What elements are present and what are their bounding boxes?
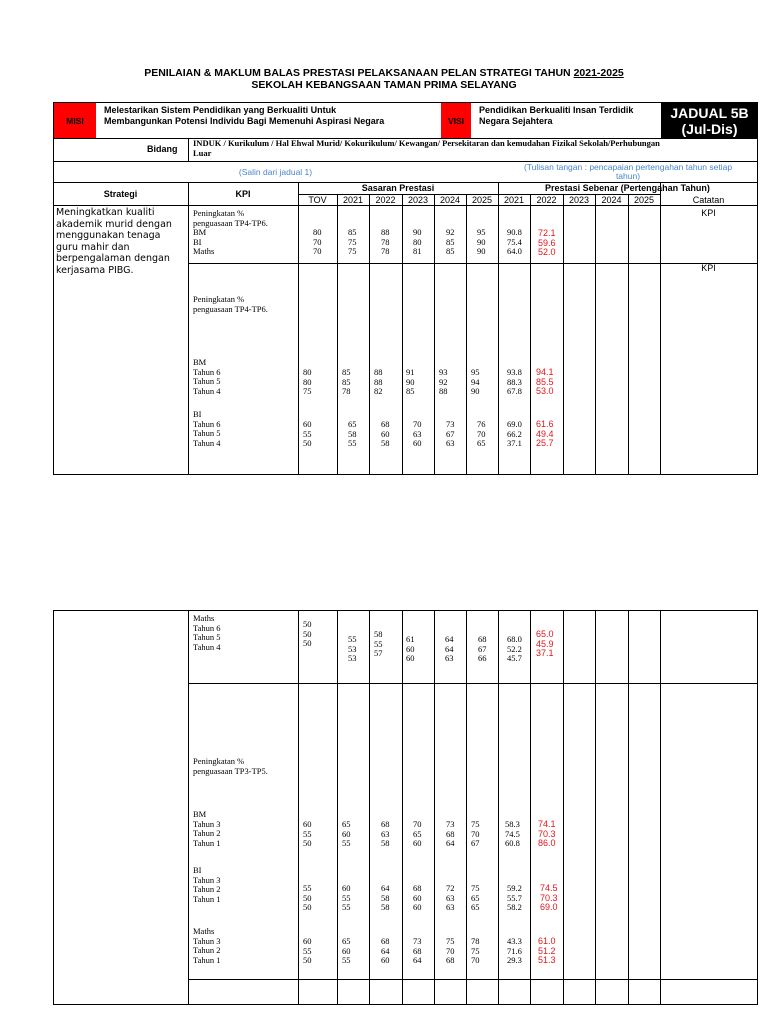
b4-bm-2021: 65 60 55 [342,819,351,848]
b2-bm-2025: 95 94 90 [471,367,480,396]
col-target-2024: 2024 [439,195,461,205]
b4-ma-2025: 78 75 70 [471,936,480,965]
misi-text-2: Membangunkan Potensi Individu Bagi Memenuhi Aspirasi Negara [104,116,385,126]
b4-ma-2022: 68 64 60 [381,936,390,965]
b4-bm-2025: 75 70 67 [471,819,480,848]
b2-bi-actual-2022: 61.6 49.4 25.7 [536,419,554,448]
kpi-block-2-bm: BM Tahun 6 Tahun 5 Tahun 4 [193,357,221,396]
b4-bm-2024: 73 68 64 [446,819,455,848]
b2-bi-2025: 76 70 65 [477,419,486,448]
bidang-label: Bidang [147,144,178,154]
b4-ma-2021: 65 60 55 [342,936,351,965]
col-strategi: Strategi [103,189,138,199]
b2-bm-2023: 91 90 85 [406,367,415,396]
b3-actual-2021: 68.0 52.2 45.7 [507,634,522,663]
kpi-block-2-head: Peningkatan % penguasaan TP4-TP6. [193,294,268,314]
col-actual-2023: 2023 [568,195,590,205]
col-sasaran: Sasaran Prestasi [361,183,435,193]
col-target-2023: 2023 [407,195,429,205]
b2-bm-2022: 88 88 82 [374,367,383,396]
b4-bi-actual-2022: 74.5 70.3 69.0 [540,883,558,912]
b4-bm-2023: 70 65 60 [413,819,422,848]
tulisan-note-1: (Tulisan tangan : pencapaian pertengahan tahun setiap [523,162,733,172]
bidang-text-1: INDUK / Kurikulum / Hal Ehwal Murid/ Kokurikulum/ Kewangan/ Persekitaran dan kemudahan Fizikal Sekolah/Perhubungan [193,138,660,148]
b2-bi-2021: 65 58 55 [348,419,357,448]
b1-2022: 88 78 78 [381,227,390,256]
b1-2025: 95 90 90 [477,227,486,256]
visi-text-1: Pendidikan Berkualiti Insan Terdidik [479,105,634,115]
b2-bm-actual-2022: 94.1 85.5 53.0 [536,367,554,396]
b4-ma-actual-2022: 61.0 51.2 51.3 [538,936,556,965]
salin-note: (Salin dari jadual 1) [238,167,313,177]
visi-text-2: Negara Sejahtera [479,116,553,126]
b2-bm-2024: 93 92 88 [439,367,448,396]
kpi-block-1: Peningkatan % penguasaan TP4-TP6. BM BI Maths [193,208,268,256]
col-actual-2024: 2024 [601,195,622,205]
strategy-text: Meningkatkan kualiti akademik murid dengan menggunakan tenaga guru mahir dan berpengalaman dengan kerjasama PIBG. [56,207,172,276]
b4-ma-tov: 60 55 50 [303,936,312,965]
b4-bi-tov: 55 50 50 [303,883,312,912]
b1-tov: 80 70 70 [313,227,322,256]
b4-ma-2023: 73 68 64 [413,936,422,965]
col-tov: TOV [308,195,327,205]
b2-bi-2022: 68 60 58 [381,419,390,448]
kpi-block-3: Maths Tahun 6 Tahun 5 Tahun 4 [193,613,221,652]
b4-bm-2022: 68 63 58 [381,819,390,848]
b2-bi-2024: 73 67 63 [446,419,455,448]
visi-label: VISI [447,116,465,126]
b4-bi-2022: 64 58 58 [381,883,390,912]
col-target-2021: 2021 [342,195,364,205]
b1-2023: 90 80 81 [413,227,422,256]
col-actual-2021: 2021 [503,195,525,205]
kpi-block-4-head: Peningkatan % penguasaan TP3-TP5. [193,756,268,776]
b2-bm-actual-2021: 93.8 88.3 67.8 [507,367,522,396]
misi-text-1: Melestarikan Sistem Pendidikan yang Berkualiti Untuk [104,105,337,115]
bidang-text-2: Luar [193,148,212,158]
school-name: SEKOLAH KEBANGSAAN TAMAN PRIMA SELAYANG [251,79,517,91]
b4-bi-2021: 60 55 55 [342,883,351,912]
b4-bm-tov: 60 55 50 [303,819,312,848]
b4-bi-2023: 68 60 60 [413,883,422,912]
b2-bm-2021: 85 85 78 [342,367,351,396]
b1-actual-2021: 90.8 75.4 64.0 [507,227,522,256]
b4-ma-2024: 75 70 68 [446,936,455,965]
kpi-block-4-bm: BM Tahun 3 Tahun 2 Tahun 1 [193,809,221,848]
b4-bm-actual-2021: 58.3 74.5 60.8 [505,819,520,848]
tulisan-note-2: tahun) [615,171,641,181]
misi-label: MISI [66,116,84,126]
col-target-2025: 2025 [471,195,493,205]
col-kpi: KPI [235,189,251,199]
catatan-kpi-2: KPI [701,263,716,273]
page-title: PENILAIAN & MAKLUM BALAS PRESTASI PELAKSANAAN PELAN STRATEGI TAHUN 2021-2025 [144,67,624,79]
b4-bi-actual-2021: 59.2 55.7 58.2 [507,883,522,912]
b2-bm-tov: 80 80 75 [303,367,312,396]
jadual-title: JADUAL 5B [670,105,749,121]
b2-bi-tov: 60 55 50 [303,419,312,448]
b1-2024: 92 85 85 [446,227,455,256]
b3-2025: 68 67 66 [478,634,487,663]
col-prestasi: Prestasi Sebenar (Pertengahan Tahun) [545,183,710,193]
col-actual-2022: 2022 [536,195,557,205]
b3-tov: 50 50 50 [303,619,312,648]
b3-2023: 61 60 60 [406,634,415,663]
kpi-block-4-maths: Maths Tahun 3 Tahun 2 Tahun 1 [193,926,221,965]
jadual-period: (Jul-Dis) [681,121,738,137]
b1-actual-2022: 72.1 59.6 52.0 [538,228,556,257]
b3-actual-2022: 65.0 45.9 37.1 [536,629,554,658]
jadual-badge [662,103,757,138]
kpi-block-4-bi: BI Tahun 3 Tahun 2 Tahun 1 [193,865,221,904]
b3-2022: 58 55 57 [374,629,383,658]
col-target-2022: 2022 [375,195,396,205]
b4-ma-actual-2021: 43.3 71.6 29.3 [507,936,522,965]
b3-2024: 64 64 63 [445,634,454,663]
title-year: 2021-2025 [573,67,624,79]
col-actual-2025: 2025 [633,195,655,205]
b1-2021: 85 75 75 [348,227,357,256]
col-catatan: Catatan [692,195,725,205]
b4-bi-2025: 75 65 65 [471,883,480,912]
b4-bi-2024: 72 63 63 [446,883,455,912]
catatan-kpi-1: KPI [701,208,716,218]
b2-bi-actual-2021: 69.0 66.2 37.1 [507,419,522,448]
kpi-block-2-bi: BI Tahun 6 Tahun 5 Tahun 4 [193,409,221,448]
b4-bm-actual-2022: 74.1 70.3 86.0 [538,819,556,848]
b3-2021: 55 53 53 [348,634,357,663]
b2-bi-2023: 70 63 60 [413,419,422,448]
